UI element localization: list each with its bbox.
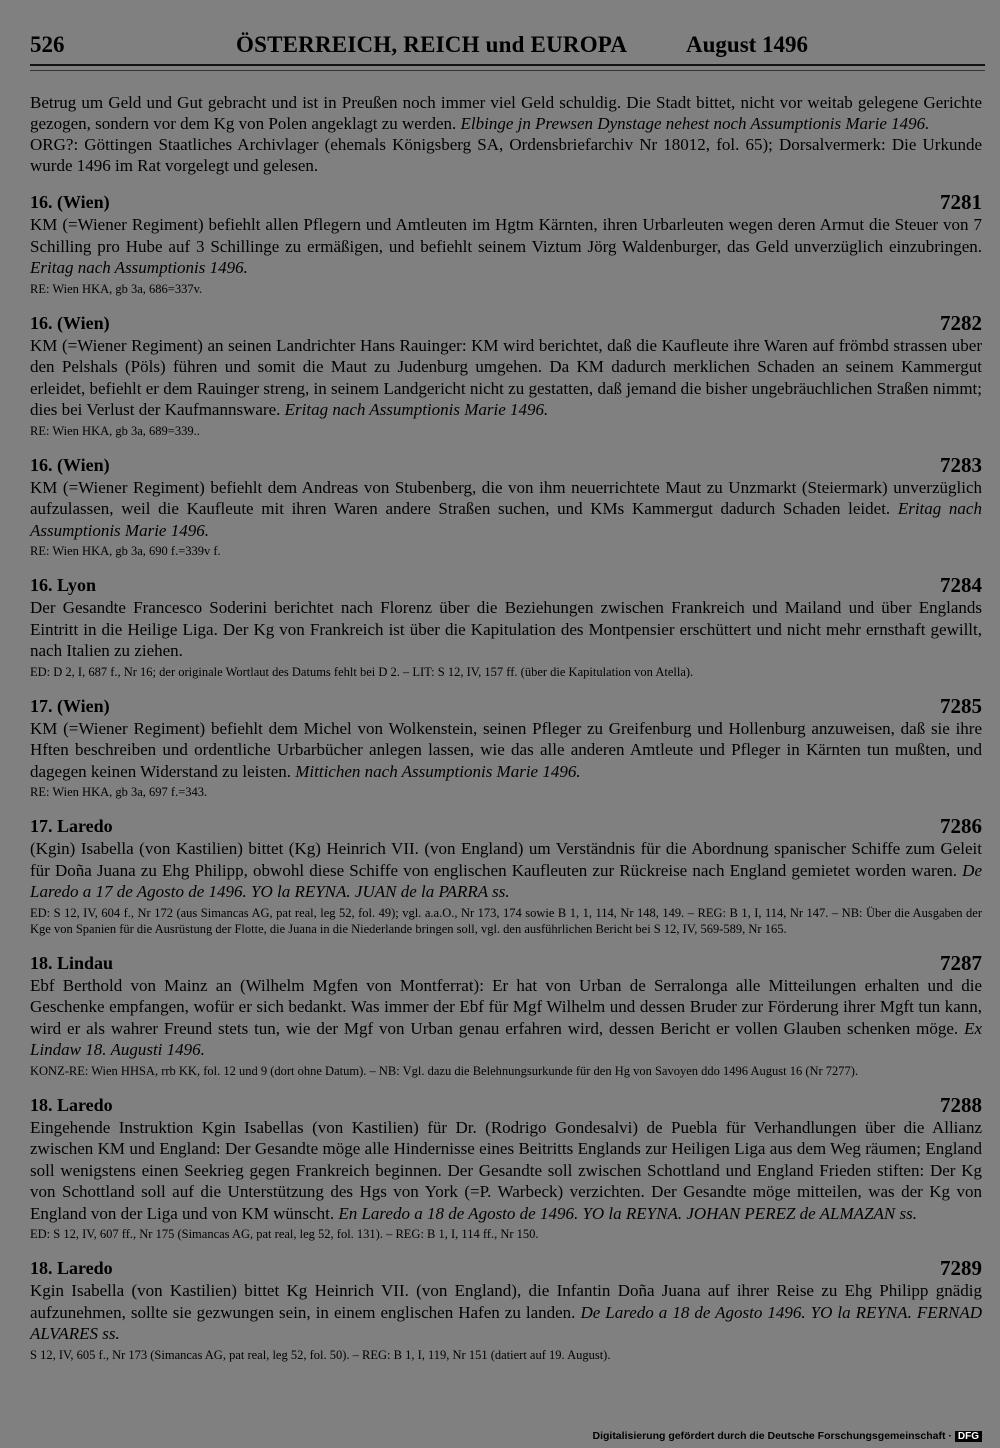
entry-text: (Kgin) Isabella (von Kastilien) bittet (Kg) Heinrich VII. (von England) um Verständnis für die Abordnung spanischer Schiffe zum Geleit für Doña Juana zu Ehg Philipp, obwohl diese Schiffe von englischen Kaufleuten zur Rückreise nach England gemietet worden waren. (30, 839, 982, 880)
entry-source: S 12, IV, 605 f., Nr 173 (Simancas AG, pat real, leg 52, fol. 50). – REG: B 1, I, 119, Nr 151 (datiert auf 19. August). (30, 1347, 611, 1362)
continued-entry-text (30, 92, 982, 134)
entry (30, 311, 982, 439)
entry-body (30, 214, 982, 279)
entry-number: 7289 (940, 1256, 982, 1280)
entry-dating: En Laredo a 18 de Agosto de 1496. YO la REYNA. JOHAN PEREZ de ALMAZAN ss. (338, 1203, 917, 1223)
entry-header (30, 453, 982, 477)
continued-entry (30, 92, 982, 176)
entry-text: KM (=Wiener Regiment) an seinen Landrichter Hans Rauinger: KM wird berichtet, daß die Kaufleute ihre Waren auf frömbd strassen uber den Pelshals (Pöls) führen und somit die Maut zu Judenburg umgehen. Da KM dadurch merklichen Schaden an seinem Kammergut erleidet, befiehlt er dem Rauinger streng, in seinem Landgericht nicht zu gestatten, daß jemand die bisher ungebräuchlichen Straßen nimmt; dies bei Verlust der Kaufmannsware. (30, 335, 982, 419)
entry-source: ED: S 12, IV, 607 ff., Nr 175 (Simancas AG, pat real, leg 52, fol. 131). – REG: B 1, I, 114 ff., Nr 150. (30, 1227, 539, 1241)
entry (30, 1093, 982, 1243)
page-content (30, 92, 982, 1363)
entry-body (30, 1280, 982, 1345)
entry-number: 7285 (940, 693, 982, 718)
entry-number: 7283 (940, 452, 982, 477)
entry-body (30, 1117, 982, 1225)
entry-date-place: 18. Laredo (30, 1094, 113, 1115)
entry-dating: Eritag nach Assumptionis 1496. (30, 258, 248, 277)
entry-header (30, 1093, 982, 1117)
entry (30, 453, 982, 560)
entry-date-place: 16. (Wien) (30, 312, 110, 333)
entry (30, 1256, 982, 1363)
entry-source: ED: S 12, IV, 604 f., Nr 172 (aus Simancas AG, pat real, leg 52, fol. 49); vgl. a.a.O., Nr 173, 174 sowie B 1, 1, 114, Nr 148, 149. – REG: B 1, I, 114, Nr 147. – NB: Über die Ausgaben der Kge von Spanien für die Ausrüstung der Flotte, die Juana in die Niederlande bringen soll, vgl. den ausführlichen Bericht bei S 12, IV, 569-589, Nr 165. (30, 905, 982, 936)
running-date: August 1496 (686, 32, 809, 57)
entry-body (30, 597, 982, 662)
header-rule-thin (30, 70, 985, 71)
running-title: ÖSTERREICH, REICH und EUROPA (236, 32, 628, 57)
entry-text: Eingehende Instruktion Kgin Isabellas (von Kastilien) für Dr. (Rodrigo Gondesalvi) de Puebla für Verhandlungen über die Allianz zwischen KM und England: Der Gesandte möge alle Hindernisse eines Beitritts Englands zur Heiligen Liga aus dem Weg räumen; England soll wenigstens einen Seekrieg gegen Frankreich beginnen. Der Gesandte soll zwischen Schottland und England Frieden stiften: Der Kg von Schottland soll auf die Unterstützung des Hgs von York (=P. Warbeck) verzichten. Der Gesandte möge mitteilen, was der Kg von England von der Liga und von KM wünscht. (30, 1117, 982, 1223)
entry-header (30, 311, 982, 335)
entry-number: 7287 (940, 950, 982, 975)
entry-header (30, 1256, 982, 1280)
dfg-logo: DFG (955, 1431, 982, 1442)
entry (30, 694, 982, 801)
entry (30, 814, 982, 937)
entry-text: KM (=Wiener Regiment) befiehlt dem Andreas von Stubenberg, die von ihm neuerrichtete Maut zu Unzmarkt (Steiermark) unverzüglich aufzulassen, weil die Kaufleute mit ihren Waren andere Straßen suchen, und KMs Kammergut dadurch Schaden leidet. (30, 477, 982, 518)
entry-source: RE: Wien HKA, gb 3a, 697 f.=343. (30, 785, 208, 799)
entry-source: RE: Wien HKA, gb 3a, 690 f.=339v f. (30, 544, 221, 558)
entry-date-place: 18. Laredo (30, 1258, 113, 1278)
entry-date-place: 17. (Wien) (30, 695, 110, 716)
page-number: 526 (30, 32, 65, 57)
entry-source: ED: D 2, I, 687 f., Nr 16; der originale Wortlaut des Datums fehlt bei D 2. – LIT: S 12, IV, 157 ff. (über die Kapitulation von Atella). (30, 664, 694, 679)
entry-date-place: 16. (Wien) (30, 454, 110, 475)
entry-date-place: 16. Lyon (30, 575, 97, 595)
entry-number: 7281 (940, 190, 982, 214)
entry-text: Betrug um Geld und Gut gebracht und ist in Preußen noch immer viel Geld schuldig. Die Stadt bittet, nicht vor weitab gelegene Gerichte gezogen, sondern vor dem Kg von Polen angeklagt zu werden. (30, 93, 982, 133)
entry-dating: Ex Lindaw 18. Augusti 1496. (30, 1018, 982, 1059)
entry-text: Ebf Berthold von Mainz an (Wilhelm Mgfen von Montferrat): Er hat von Urban de Serralonga alle Mitteilungen erhalten und die Geschenke empfangen, wofür er sich bedankt. Was immer der Ebf für Mgf Wilhelm und dessen Bruder zur Förderung ihrer Mgft tun kann, wird er als wahrer Freund stets tun, wie der Mgf von Urban genau erfahren wird, dessen Bericht er vollen Glauben schenken möge. (30, 975, 982, 1038)
entry (30, 951, 982, 1079)
entry-number: 7284 (940, 573, 982, 597)
entry-source: ORG?: Göttingen Staatliches Archivlager (ehemals Königsberg SA, Ordensbriefarchiv Nr 18012, fol. 65); Dorsalvermerk: Die Urkunde wurde 1496 im Rat vorgelegt und gelesen. (30, 135, 982, 175)
entry-header (30, 190, 982, 214)
entry (30, 190, 982, 297)
entry-header (30, 814, 982, 838)
entry-header (30, 951, 982, 975)
entry (30, 573, 982, 680)
entry-dating: Eritag nach Assumptionis Marie 1496. (284, 400, 549, 419)
entry-number: 7286 (940, 814, 982, 838)
entry-header (30, 694, 982, 718)
header-rule (30, 64, 985, 66)
entry-body (30, 335, 982, 421)
entry-dating: Mittichen nach Assumptionis Marie 1496. (295, 761, 581, 781)
entry-list (30, 190, 982, 1363)
entry-source: KONZ-RE: Wien HHSA, rrb KK, fol. 12 und 9 (dort ohne Datum). – NB: Vgl. dazu die Belehnungsurkunde für den Hg von Savoyen ddo 1496 August 16 (Nr 7277). (30, 1063, 859, 1078)
footer-text: Digitalisierung gefördert durch die Deutsche Forschungsgemeinschaft (592, 1430, 946, 1442)
page-header (30, 32, 980, 68)
entry-text: KM (=Wiener Regiment) befiehlt dem Michel von Wolkenstein, seinen Pfleger zu Greifenburg und Hollenburg anzuweisen, daß sie ihre Hften beschreiben und ordentliche Urbarbücher anlegen lassen, wie das alle anderen Amtleute und Pfleger in Kärnten tun mußten, und dagegen keinen Widerstand zu leisten. (30, 718, 982, 781)
entry-body (30, 477, 982, 542)
entry-dating: De Laredo a 18 de Agosto 1496. YO la REYNA. FERNAD ALVARES ss. (30, 1302, 982, 1343)
entry-number: 7282 (940, 310, 982, 335)
entry-dating: Eritag nach Assumptionis Marie 1496. (30, 499, 982, 540)
entry-dating: Elbinge jn Prewsen Dynstage nehest noch Assumptionis Marie 1496. (460, 114, 930, 133)
entry-date-place: 18. Lindau (30, 952, 114, 973)
entry-number: 7288 (940, 1092, 982, 1117)
entry-header (30, 573, 982, 597)
entry-dating: De Laredo a 17 de Agosto de 1496. YO la REYNA. JUAN de la PARRA ss. (30, 860, 982, 901)
entry-date-place: 16. (Wien) (30, 192, 110, 212)
entry-date-place: 17. Laredo (30, 816, 113, 836)
entry-source: RE: Wien HKA, gb 3a, 686=337v. (30, 281, 203, 296)
entry-body (30, 838, 982, 903)
footer-credit: Digitalisierung gefördert durch die Deutsche Forschungsgemeinschaft · DFG (592, 1430, 982, 1442)
entry-text: KM (=Wiener Regiment) befiehlt allen Pflegern und Amtleuten im Hgtm Kärnten, ihren Urbarleuten wegen deren Armut die Steuer von 7 Schilling pro Hube auf 3 Schillinge zu ermäßigen, und befiehlt seinem Viztum Jörg Waldenburger, das Geld unverzüglich einzubringen. (30, 215, 982, 256)
entry-body (30, 975, 982, 1061)
entry-text: Der Gesandte Francesco Soderini berichtet nach Florenz über die Beziehungen zwischen Frankreich und Mailand und über Englands Eintritt in die Heilige Liga. Der Kg von Frankreich ist über die Kapitulation des Montpensier erschüttert und nicht mehr ernsthaft gewillt, nach Italien zu ziehen. (30, 598, 982, 660)
entry-text: Kgin Isabella (von Kastilien) bittet Kg Heinrich VII. (von England), die Infantin Doña Juana auf ihrer Reise zu Ehg Philipp gnädig aufzunehmen, sollte sie gezwungen sein, in einem englischen Hafen zu landen. (30, 1281, 982, 1322)
entry-source: RE: Wien HKA, gb 3a, 689=339.. (30, 423, 200, 438)
entry-body (30, 718, 982, 783)
